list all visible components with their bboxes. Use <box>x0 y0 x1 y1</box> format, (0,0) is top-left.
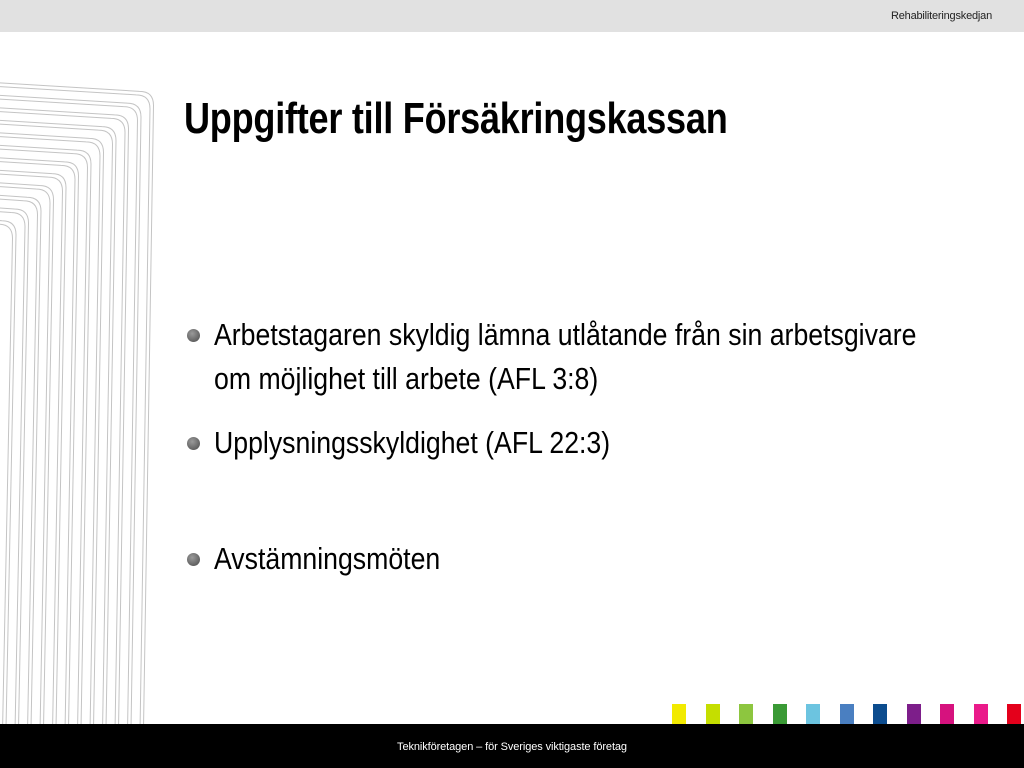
decor-line <box>0 174 63 725</box>
color-swatch <box>974 704 988 724</box>
bullet-text: Upplysningsskyldighet (AFL 22:3) <box>214 425 611 460</box>
header-label: Rehabiliteringskedjan <box>891 10 992 22</box>
decor-line <box>0 224 13 725</box>
bullet-text: Avstämningsmöten <box>214 541 441 576</box>
bullet-list <box>184 313 944 581</box>
color-swatch <box>739 704 753 724</box>
bullet-item <box>184 313 944 401</box>
color-swatch <box>672 704 686 724</box>
bullet-text: Arbetstagaren skyldig lämna utlåtande från sin arbetsgivare om möjlighet till arbete (AFL 3:8) <box>214 317 917 396</box>
color-swatch <box>873 704 887 724</box>
slide-title: Uppgifter till Försäkringskassan <box>184 94 728 143</box>
bullet-item <box>184 421 944 465</box>
decor-line <box>0 83 154 725</box>
color-swatch <box>773 704 787 724</box>
color-swatch <box>806 704 820 724</box>
color-swatch <box>907 704 921 724</box>
decor-line <box>0 199 38 725</box>
decor-line <box>0 161 75 724</box>
bullet-icon <box>187 553 200 566</box>
color-swatch <box>1007 704 1021 724</box>
color-swatch <box>940 704 954 724</box>
bullet-item <box>184 537 944 581</box>
color-swatch <box>706 704 720 724</box>
color-swatch-strip <box>672 704 1024 724</box>
decor-line <box>0 133 104 725</box>
color-swatch <box>840 704 854 724</box>
bullet-icon <box>187 437 200 450</box>
decorative-corner-lines <box>0 32 170 724</box>
footer-text: Teknikföretagen – för Sveriges viktigaste företag <box>397 741 627 753</box>
header-bar <box>0 0 1024 32</box>
bullet-icon <box>187 329 200 342</box>
